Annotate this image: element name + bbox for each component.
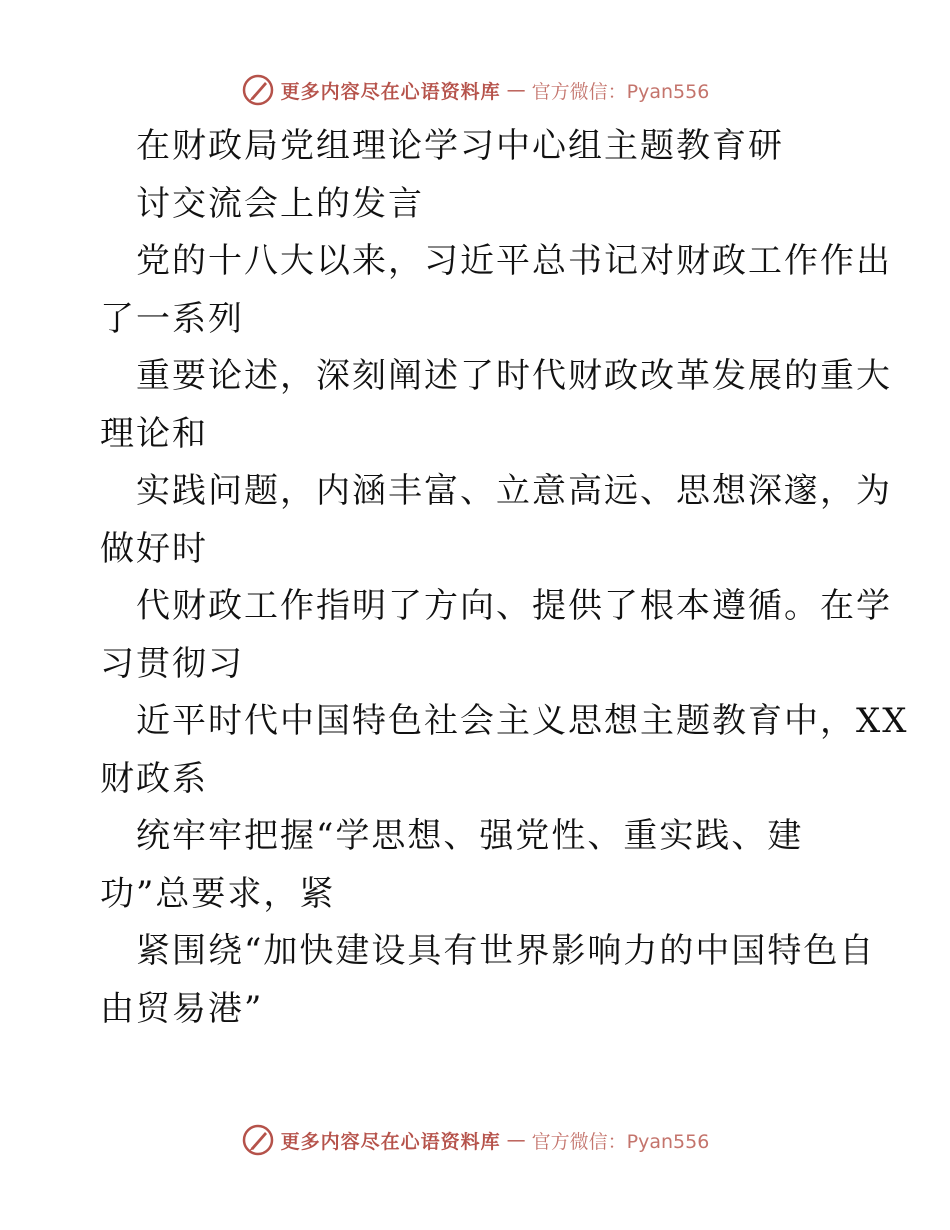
text-line: 理论和 — [100, 413, 208, 454]
text-line: 财政系 — [100, 758, 208, 799]
quill-pen-circle-icon — [241, 73, 275, 107]
watermark-wechat-text: 官方微信：Pyan556 — [531, 1130, 710, 1153]
text-line: 了一系列 — [100, 298, 244, 339]
footer-watermark — [0, 1118, 950, 1162]
watermark-separator: — — [506, 1129, 526, 1151]
watermark-separator: — — [506, 79, 526, 101]
text-line: 由贸易港” — [100, 988, 264, 1029]
watermark-site-text: 更多内容尽在心语资料库 — [280, 1130, 501, 1153]
header-watermark — [0, 68, 950, 112]
watermark-site-text: 更多内容尽在心语资料库 — [280, 80, 501, 103]
document-body — [100, 118, 909, 1038]
text-line: 实践问题，内涵丰富、立意高远、思想深邃，为 — [136, 471, 892, 511]
text-line: 近平时代中国特色社会主义思想主题教育中，XX — [136, 701, 909, 741]
text-line: 统牢牢把握“学思想、强党性、重实践、建 — [136, 816, 804, 856]
quill-pen-circle-icon — [241, 1123, 275, 1157]
text-line: 在财政局党组理论学习中心组主题教育研 — [136, 126, 784, 166]
text-line: 习贯彻习 — [100, 643, 244, 684]
text-line: 代财政工作指明了方向、提供了根本遵循。在学 — [136, 586, 892, 626]
text-line: 重要论述，深刻阐述了时代财政改革发展的重大 — [136, 356, 892, 396]
text-line: 做好时 — [100, 528, 208, 569]
text-line: 紧围绕“加快建设具有世界影响力的中国特色自 — [136, 931, 876, 971]
watermark-wechat-text: 官方微信：Pyan556 — [531, 80, 710, 103]
text-line: 功”总要求，紧 — [100, 873, 336, 914]
text-line: 讨交流会上的发言 — [136, 183, 424, 224]
text-line: 党的十八大以来，习近平总书记对财政工作作出 — [136, 241, 892, 281]
